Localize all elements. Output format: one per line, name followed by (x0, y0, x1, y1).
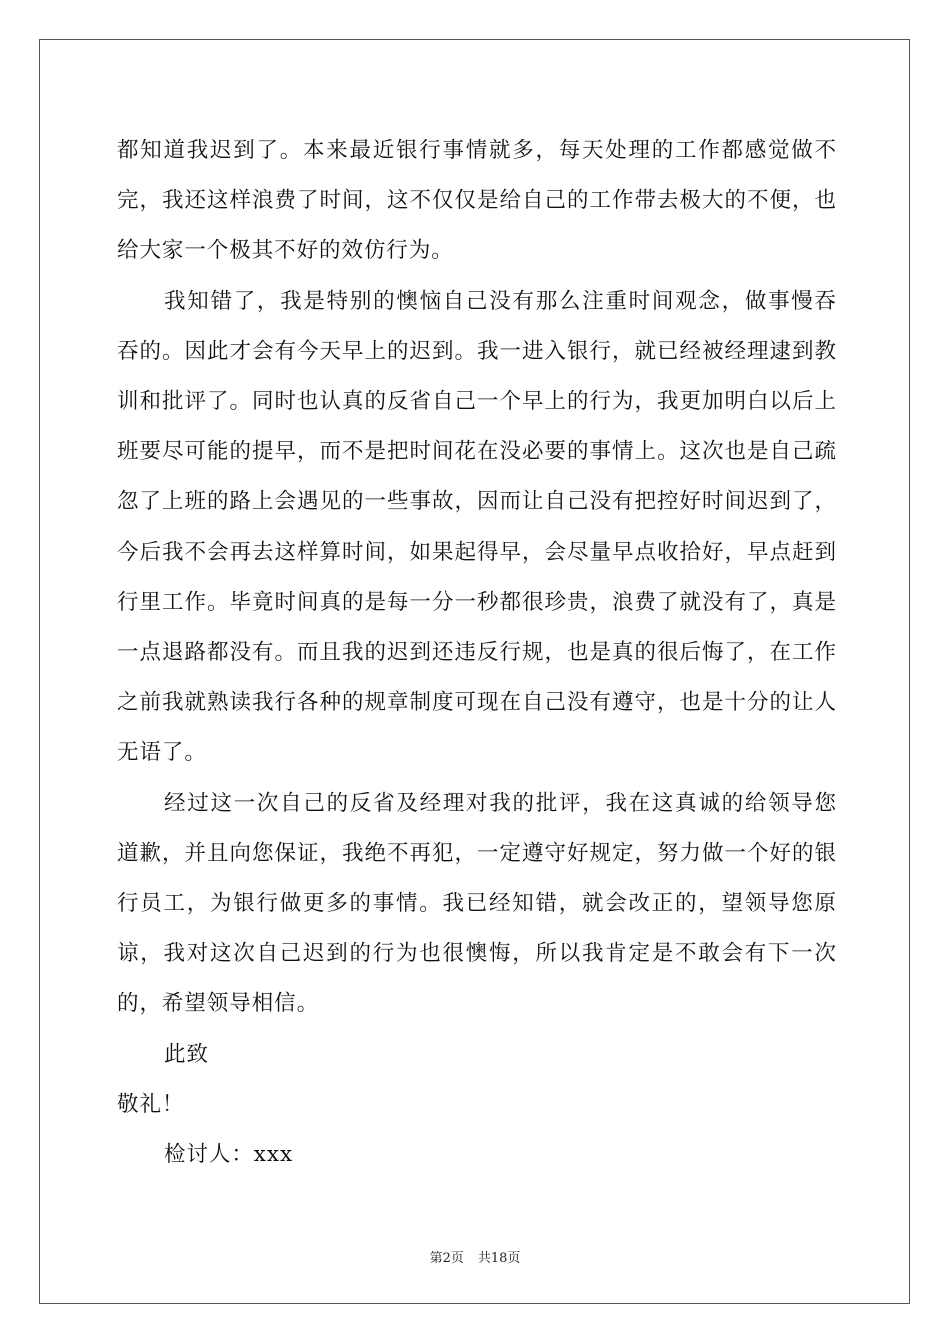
closing-line: 此致 (164, 1041, 209, 1067)
paragraph-3: 经过这一次自己的反省及经理对我的批评，我在这真诚的给领导您道歉，并且向您保证，我绝不再犯，一定遵守好规定，努力做一个好的银行员工，为银行做更多的事情。我已经知错，就会改正的，望领导您原谅，我对这次自己迟到的行为也很懊悔，所以我肯定是不敢会有下一次的，希望领导相信。 (117, 790, 837, 1017)
salute-line: 敬礼！ (117, 1091, 185, 1117)
document-body (117, 126, 837, 1180)
page-footer (0, 1247, 950, 1266)
paragraph-2: 我知错了，我是特别的懊恼自己没有那么注重时间观念，做事慢吞吞的。因此才会有今天早上的迟到。我一进入银行，就已经被经理逮到教训和批评了。同时也认真的反省自己一个早上的行为，我更加明白以后上班要尽可能的提早，而不是把时间花在没必要的事情上。这次也是自己疏忽了上班的路上会遇见的一些事故，因而让自己没有把控好时间迟到了，今后我不会再去这样算时间，如果起得早，会尽量早点收拾好，早点赶到行里工作。毕竟时间真的是每一分一秒都很珍贵，浪费了就没有了，真是一点退路都没有。而且我的迟到还违反行规，也是真的很后悔了，在工作之前我就熟读我行各种的规章制度可现在自己没有遵守，也是十分的让人无语了。 (117, 288, 837, 766)
signature-line: 检讨人：xxx (164, 1142, 294, 1168)
page-total: 共18页 (477, 1251, 521, 1266)
paragraph-1: 都知道我迟到了。本来最近银行事情就多，每天处理的工作都感觉做不完，我还这样浪费了时间，这不仅仅是给自己的工作带去极大的不便，也给大家一个极其不好的效仿行为。 (117, 138, 837, 264)
page-number: 第2页 (429, 1251, 464, 1266)
